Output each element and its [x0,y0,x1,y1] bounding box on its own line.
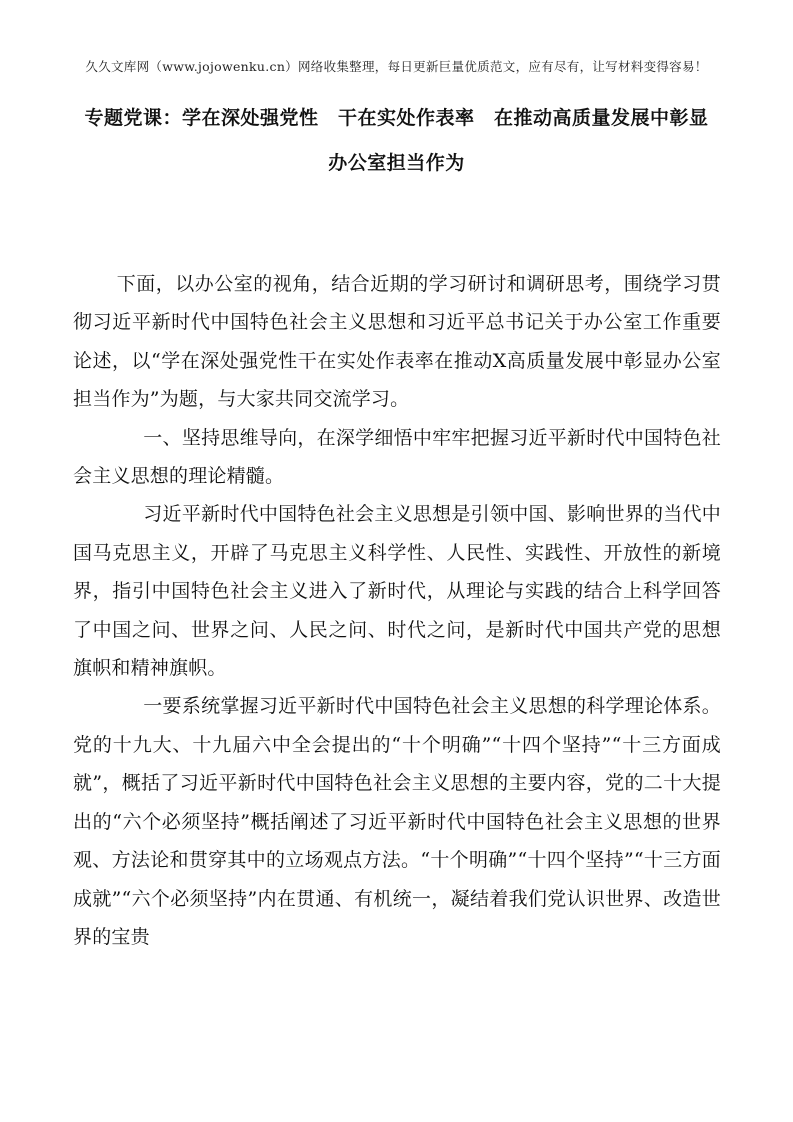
paragraph-section-heading-1: 一、坚持思维导向，在深学细悟中牢牢把握习近平新时代中国特色社会主义思想的理论精髓。 [73,426,721,488]
website-header-note: 久久文库网（www.jojowenku.cn）网络收集整理，每日更新巨量优质范文，应有尽有，让写材料变得容易！ [85,59,708,74]
paragraph-thought-overview: 习近平新时代中国特色社会主义思想是引领中国、影响世界的当代中国马克思主义，开辟了马克思主义科学性、人民性、实践性、开放性的新境界，指引中国特色社会主义进入了新时代，从理论与实践的结合上科学回答了中国之问、世界之问、人民之问、时代之问，是新时代中国共产党的思想旗帜和精神旗帜。 [73,503,721,680]
document-title-line-1: 专题党课：学在深处强党性 干在实处作表率 在推动高质量发展中彰显 [84,107,709,129]
paragraph-introduction: 下面，以办公室的视角，结合近期的学习研讨和调研思考，围绕学习贯彻习近平新时代中国特色社会主义思想和习近平总书记关于办公室工作重要论述，以“学在深处强党性干在实处作表率在推动X高质量发展中彰显办公室担当作为”为题，与大家共同交流学习。 [73,273,721,411]
document-title-line-2: 办公室担当作为 [328,152,465,174]
document-body [73,265,721,956]
paragraph-theory-system: 一要系统掌握习近平新时代中国特色社会主义思想的科学理论体系。党的十九大、十九届六中全会提出的“十个明确”“十四个坚持”“十三方面成就”，概括了习近平新时代中国特色社会主义思想的主要内容，党的二十大提出的“六个必须坚持”概括阐述了习近平新时代中国特色社会主义思想的世界观、方法论和贯穿其中的立场观点方法。“十个明确”“十四个坚持”“十三方面成就”“六个必须坚持”内在贯通、有机统一，凝结着我们党认识世界、改造世界的宝贵 [73,695,721,948]
